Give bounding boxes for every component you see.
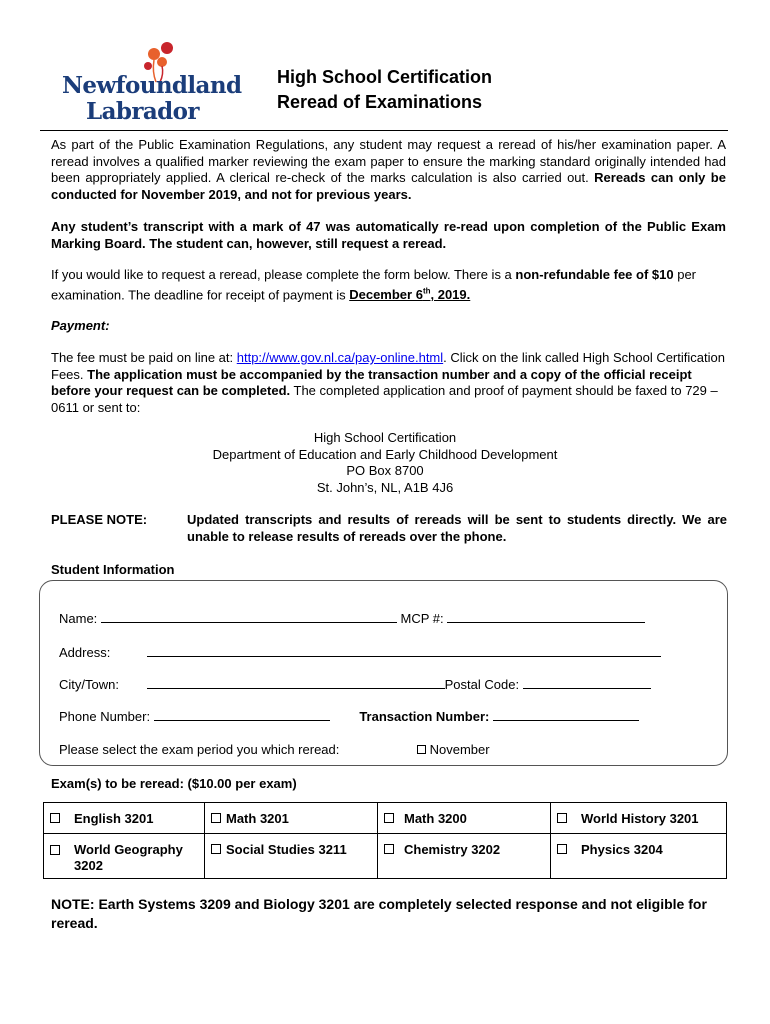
payment-paragraph [51,350,726,416]
address-line-4: St. John’s, NL, A1B 4J6 [316,479,454,495]
payment-bold-text: The application must be accompanied by the transaction number and a copy of the official receipt before your request can be completed. [51,366,692,398]
city-field[interactable] [147,678,445,689]
checkbox-icon[interactable] [384,813,394,823]
exam-selection-table [43,802,727,879]
checkbox-icon[interactable] [211,813,221,823]
page-title [277,65,492,115]
exam-cell-chemistry-3202[interactable] [378,834,551,879]
transaction-number-label: Transaction Number: [359,709,490,724]
november-option-label: November [429,742,490,757]
address-line-1: High School Certification [313,430,457,445]
checkbox-icon[interactable] [557,844,567,854]
table-row [44,834,727,879]
fee-text-1: If you would like to request a reread, please complete the form below. There is a [51,267,516,282]
exam-period-label: Please select the exam period you which reread: [59,742,340,757]
exam-period-row [59,742,490,757]
payment-text-3: The completed application and proof of payment should be faxed to 729 – 0611 or sent to: [51,383,718,415]
pay-online-link[interactable]: http://www.gov.nl.ca/pay-online.html [236,350,444,365]
exams-heading: Exam(s) to be reread: ($10.00 per exam) [51,776,297,791]
fee-paragraph [51,267,726,303]
please-note-text: Updated transcripts and results of rereads will be sent to students directly. We are unable to release results of rereads over the phone. [187,512,727,544]
checkbox-icon[interactable] [557,813,567,823]
payment-text-1: The fee must be paid on line at: [51,350,237,365]
exam-label: Math 3200 [404,811,467,826]
student-information-box [39,580,728,766]
logo-text-labrador: Labrador [86,98,199,125]
title-line-1: High School Certification [277,67,493,87]
mcp-field[interactable] [447,612,645,623]
checkbox-icon[interactable] [50,845,60,855]
deadline-date: December 6 [349,286,423,302]
checkbox-icon[interactable] [211,844,221,854]
phone-label: Phone Number: [59,709,151,724]
address-line-2: Department of Education and Early Childhood Development [212,446,558,462]
logo-text-newfoundland: Newfoundland [62,72,242,99]
transaction-number-field[interactable] [493,710,639,721]
exam-cell-english-3201[interactable] [44,803,205,834]
intro-bold-text: Rereads can only be conducted for November 2019, and not for previous years. [51,170,726,202]
government-logo [62,40,242,130]
deadline [349,287,470,302]
phone-row [59,709,639,724]
header-divider [40,130,728,131]
exam-cell-world-history-3201[interactable] [551,803,727,834]
exam-label: Social Studies 3211 [226,842,347,857]
student-information-heading: Student Information [51,562,175,577]
exam-label: Physics 3204 [581,842,663,857]
checkbox-icon[interactable] [384,844,394,854]
exam-cell-physics-3204[interactable] [551,834,727,879]
title-line-2: Reread of Examinations [277,92,483,112]
please-note-label: PLEASE NOTE: [51,512,148,527]
phone-field[interactable] [154,710,330,721]
name-label: Name: [59,611,98,626]
name-row [59,611,645,626]
address-row [59,645,661,660]
exam-cell-world-geography-3202[interactable] [44,834,205,879]
mailing-address [0,430,770,496]
fee-amount: non-refundable fee of $10 [515,267,674,282]
address-label: Address: [59,645,111,660]
exam-cell-math-3201[interactable] [205,803,378,834]
deadline-year: , 2019. [430,286,471,302]
exam-label: World Geography 3202 [74,842,183,873]
city-row [59,677,651,692]
exam-label: Math 3201 [226,811,289,826]
checkbox-icon[interactable] [50,813,60,823]
table-row [44,803,727,834]
exam-cell-social-studies-3211[interactable] [205,834,378,879]
payment-text-2: . Click on the link called High School Certification Fees. [51,350,725,382]
name-field[interactable] [101,612,397,623]
exam-label: World History 3201 [581,811,699,826]
deadline-suffix: th [422,286,431,296]
mcp-label: MCP #: [400,611,444,626]
city-label: City/Town: [59,677,119,692]
non-eligible-note: NOTE: Earth Systems 3209 and Biology 3201 are completely selected response and not eligible for reread. [51,896,707,931]
november-checkbox[interactable] [417,745,426,754]
auto-reread-paragraph: Any student’s transcript with a mark of 47 was automatically re-read upon completion of the Public Exam Marking Board. The student can, however, still request a reread. [51,219,726,251]
exam-label: Chemistry 3202 [404,842,501,857]
exam-cell-math-3200[interactable] [378,803,551,834]
address-field[interactable] [147,646,661,657]
payment-heading: Payment: [51,318,110,333]
fee-text-2: per examination. The deadline for receipt of payment is [51,267,697,302]
postal-code-label: Postal Code: [444,677,520,692]
intro-paragraph [51,137,726,203]
exam-label: English 3201 [74,811,154,826]
intro-text: As part of the Public Examination Regulations, any student may request a reread of his/her examination paper. A reread involves a qualified marker reviewing the exam paper to ensure the marking standard originally intended had been appropriately applied. A clerical re-check of the marks calculation is also carried out. [51,137,726,185]
postal-code-field[interactable] [523,678,651,689]
address-line-3: PO Box 8700 [346,463,424,478]
